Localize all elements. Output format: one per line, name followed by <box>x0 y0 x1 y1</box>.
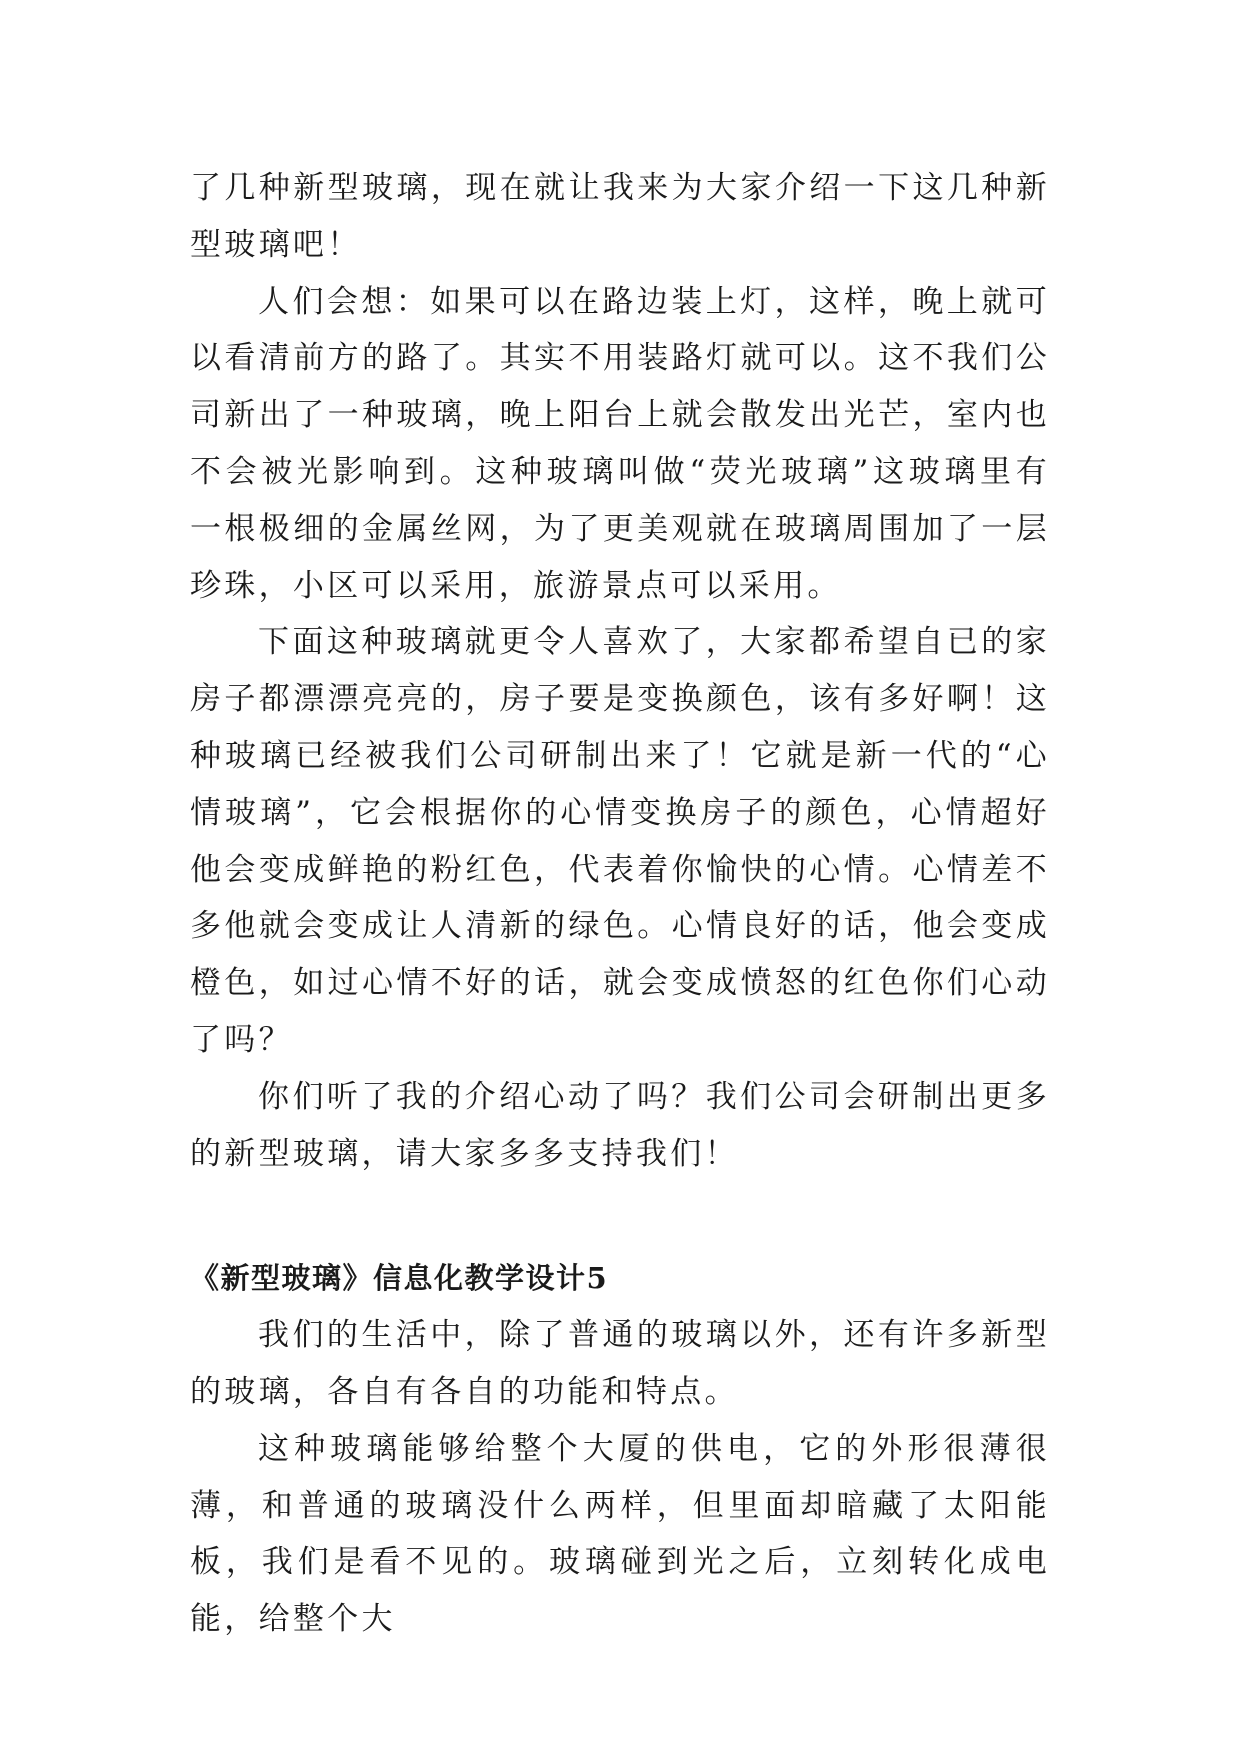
paragraph: 我们的生活中，除了普通的玻璃以外，还有许多新型的玻璃，各自有各自的功能和特点。 <box>190 1317 1050 1410</box>
paragraph: 下面这种玻璃就更令人喜欢了，大家都希望自已的家房子都漂漂亮亮的，房子要是变换颜色，该有多好啊！这种玻璃已经被我们公司研制出来了！它就是新一代的“心情玻璃”，它会根据你的心情变换房子的颜色，心情超好他会变成鲜艳的粉红色，代表着你愉快的心情。心情差不多他就会变成让人清新的绿色。心情良好的话，他会变成橙色，如过心情不好的话，就会变成愤怒的红色你们心动了吗？ <box>190 624 1050 1058</box>
paragraph: 人们会想：如果可以在路边装上灯，这样，晚上就可以看清前方的路了。其实不用装路灯就可以。这不我们公司新出了一种玻璃，晚上阳台上就会散发出光芒，室内也不会被光影响到。这种玻璃叫做“荧光玻璃”这玻璃里有一根极细的金属丝网，为了更美观就在玻璃周围加了一层珍珠，小区可以采用，旅游景点可以采用。 <box>190 283 1050 604</box>
paragraph: 了几种新型玻璃，现在就让我来为大家介绍一下这几种新型玻璃吧！ <box>190 170 1050 263</box>
paragraph: 你们听了我的介绍心动了吗？我们公司会研制出更多的新型玻璃，请大家多多支持我们！ <box>190 1078 1050 1172</box>
section-title: 《新型玻璃》信息化教学设计5 <box>190 1261 609 1296</box>
paragraph: 这种玻璃能够给整个大厦的供电，它的外形很薄很薄，和普通的玻璃没什么两样，但里面却暗藏了太阳能板，我们是看不见的。玻璃碰到光之后，立刻转化成电能，给整个大 <box>190 1430 1050 1638</box>
document-page <box>190 160 1050 1648</box>
